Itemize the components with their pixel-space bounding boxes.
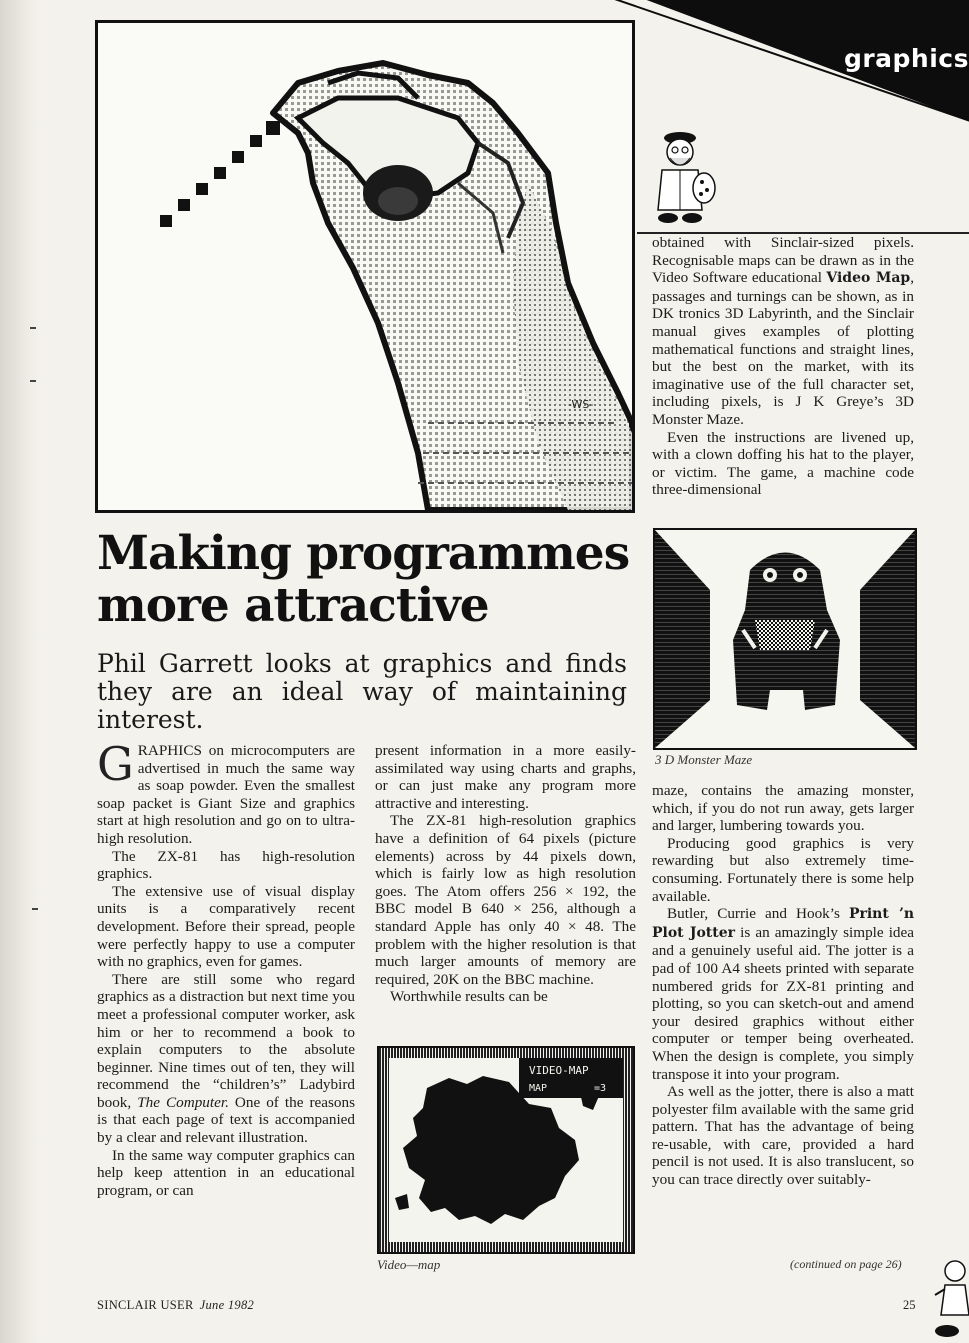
drop-cap: G xyxy=(97,737,134,791)
page-number: 25 xyxy=(903,1298,916,1312)
article-column-3-top xyxy=(652,234,914,499)
article-column-2 xyxy=(375,742,636,1006)
article-column-3-bottom xyxy=(652,782,914,1189)
continued-note: (continued on page 26) xyxy=(790,1257,902,1271)
product-name: Video Map xyxy=(826,270,911,287)
magazine-name: SINCLAIR USER xyxy=(97,1298,194,1312)
paragraph: Producing good graphics is very rewarding but also extremely time-consuming. Fortunately there is some help available. xyxy=(652,834,914,905)
book-title: The Computer. xyxy=(137,1093,229,1111)
article-standfirst: Phil Garrett looks at graphics and finds they are an ideal way of maintaining interest. xyxy=(97,649,627,734)
paragraph-text: obtained with Sinclair-sized pixels. Recognisable maps can be drawn as in the Video Software educational xyxy=(652,234,914,287)
pixel-hand-drawing xyxy=(98,23,632,510)
paragraph: present information in a more easily-assimilated way using charts and graphs, or can just make any program more attractive and interesting. xyxy=(375,742,636,812)
issue-date: June 1982 xyxy=(199,1298,255,1312)
margin-mark xyxy=(32,908,38,910)
painter-artist-icon xyxy=(646,120,716,225)
paragraph xyxy=(97,971,355,1147)
article-headline xyxy=(97,528,657,632)
mascot-icon xyxy=(925,1255,969,1340)
paragraph xyxy=(652,905,914,1083)
video-map-graphic xyxy=(379,1048,633,1252)
paragraph xyxy=(652,234,914,429)
margin-mark xyxy=(30,380,36,382)
paragraph-text: is an amazingly simple idea and a genuinely useful aid. The jotter is a pad of 100 A4 sheets printed with separate numbered grids for ZX-81 printing and plotting, so you can sketch-out and amend your desired graphics without either computer or temper being overheated. When the design is complete, you simply transpose it into your program. xyxy=(652,923,915,1083)
video-map-title: VIDEO-MAP xyxy=(529,1064,589,1077)
paragraph: In the same way computer graphics can help keep attention in an educational program, or can xyxy=(97,1146,355,1199)
article-column-1 xyxy=(97,737,356,1199)
artist-signature: -WS- xyxy=(568,398,594,411)
paragraph-text: Butler, Currie and Hook’s xyxy=(667,905,849,923)
video-map-caption: Video—map xyxy=(377,1257,441,1272)
section-tag: graphics xyxy=(843,44,969,73)
video-map-value: =3 xyxy=(594,1083,607,1094)
paragraph-text: RAPHICS on microcomputers are advertised in much the same way as soap powder. Even the smallest soap packet is Giant Size and graphics start at high resolution and go on to ultra-high resolution. xyxy=(97,742,355,847)
product-name: Print ’n Plot Jotter xyxy=(652,906,914,941)
paragraph-text: , passages and turnings can be shown, as in DK tronics 3D Labyrinth, and the Sinclair manual gives examples of plotting mathematical functions and straight lines, but the best on the market, with its imaginative use of the full character set, including pixels, is J K Greye’s 3D Monster Maze. xyxy=(652,269,915,428)
monster-maze-screenshot xyxy=(653,528,917,750)
page-footer xyxy=(97,1298,254,1313)
paragraph: Even the instructions are livened up, with a clown doffing his hat to the player, or victim. The game, a machine code three-dimensional xyxy=(652,428,914,499)
headline-line-2: more attractive xyxy=(97,578,489,633)
video-map-screenshot xyxy=(377,1046,635,1254)
page-spine-shadow xyxy=(0,0,40,1343)
paragraph-text: One of the reasons is that each page of text is accompanied by a clear and relevant illustration. xyxy=(97,1093,356,1147)
headline-line-1: Making programmes xyxy=(97,526,630,581)
paragraph-text: There are still some who regard graphics as a distraction but next time you meet a professional computer worker, ask him or her to recommend a book to explain computers to the absolute beginner. Nine times out of ten, they will recommend the “children’s” Ladybird book, xyxy=(97,970,355,1111)
video-map-mode: MAP xyxy=(529,1083,548,1094)
paragraph: The ZX-81 has high-resolution graphics. xyxy=(97,847,355,883)
paragraph: maze, contains the amazing monster, which, if you do not run away, gets larger and larger, lumbering towards you. xyxy=(652,782,914,835)
monster-maze-graphic xyxy=(655,530,915,748)
hero-illustration xyxy=(95,20,635,513)
paragraph: The extensive use of visual display units is a comparatively recent development. Before their spread, people were perfectly happy to use a computer with no graphics, even for games. xyxy=(97,882,355,971)
paragraph: As well as the jotter, there is also a matt polyester film available with the same grid pattern. That has the advantage of being re-usable, with care, provided a hard pencil is not used. It is also translucent, so you can trace directly over suitably- xyxy=(652,1083,914,1189)
paragraph xyxy=(97,737,355,848)
monster-maze-caption: 3 D Monster Maze xyxy=(655,752,753,767)
paragraph: Worthwhile results can be xyxy=(390,988,548,1006)
margin-mark xyxy=(30,327,36,329)
paragraph: The ZX-81 high-resolution graphics have a definition of 64 pixels (picture elements) across by 44 pixels down, which is fairly low as high resolution goes. The Atom offers 256 × 192, the BBC model B 640 × 256, although a standard Apple has only 40 × 48. The problem with the higher resolution is that much larger amounts of memory are required, 20K on the BBC machine. xyxy=(375,812,636,988)
